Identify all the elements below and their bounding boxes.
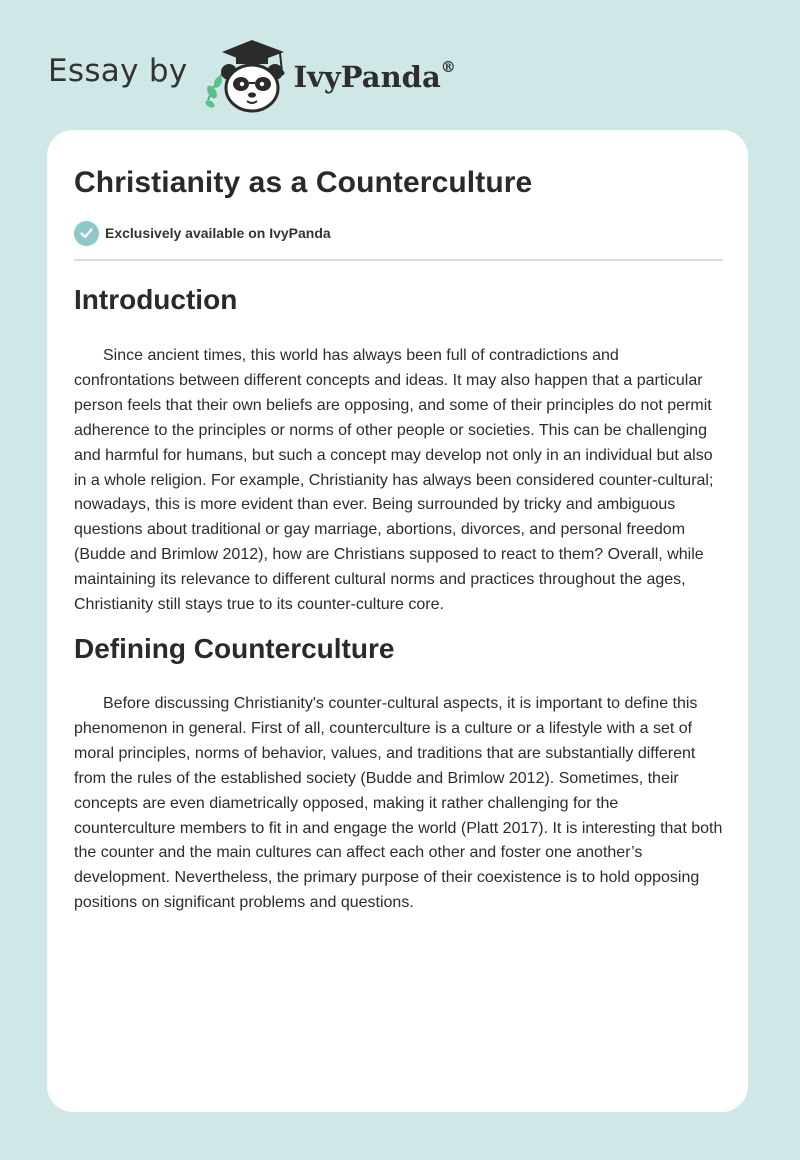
essay-title: Christianity as a Counterculture: [74, 166, 533, 199]
exclusive-badge: [74, 220, 723, 246]
section-heading-defining-counterculture: Defining Counterculture: [74, 632, 395, 664]
essay-by-label: Essay by: [48, 53, 188, 89]
title-divider: [74, 259, 723, 261]
brand-text: IvyPanda: [293, 60, 441, 94]
section-body-defining-counterculture: Before discussing Christianity's counter-cultural aspects, it is important to define this phenomenon in general. First of all, counterculture is a culture or a lifestyle with a set of moral principles, norms of behavior, values, and traditions that are substantially different from the rules of the established society (Budde and Brimlow 2012). Sometimes, their concepts are even diametrically opposed, making it rather challenging for the counterculture members to fit in and engage the world (Platt 2017). It is interesting that both the counter and the main cultures can affect each other and foster one another’s development. Nevertheless, the primary purpose of their coexistence is to hold opposing positions on significant problems and questions.: [74, 694, 723, 912]
exclusive-badge-text: Exclusively available on IvyPanda: [105, 225, 331, 241]
essay-content: [74, 160, 723, 916]
brand-name[interactable]: [294, 60, 456, 94]
check-circle-icon: [74, 221, 99, 246]
site-header: [48, 34, 456, 114]
section-body-introduction: Since ancient times, this world has always been full of contradictions and confrontations between different concepts and ideas. It may also happen that a particular person feels that their own beliefs are opposing, and some of their principles do not permit adherence to the principles or norms of other people or societies. This can be challenging and harmful for humans, but such a concept may develop not only in an individual but also in a whole religion. For example, Christianity has always been considered counter-cultural; nowadays, this is more evident than ever. Being surrounded by tricky and ambiguous questions about traditional or gay marriage, abortions, divorces, and personal freedom (Budde and Brimlow 2012), how are Christians supposed to react to them? Overall, while maintaining its relevance to different cultural norms and practices throughout the ages, Christianity still stays true to its counter-culture core.: [74, 347, 714, 614]
registered-mark: ®: [440, 58, 456, 77]
panda-graduate-logo-icon[interactable]: [202, 38, 294, 114]
section-heading-introduction: Introduction: [74, 284, 238, 315]
essay-card: [47, 130, 748, 1112]
